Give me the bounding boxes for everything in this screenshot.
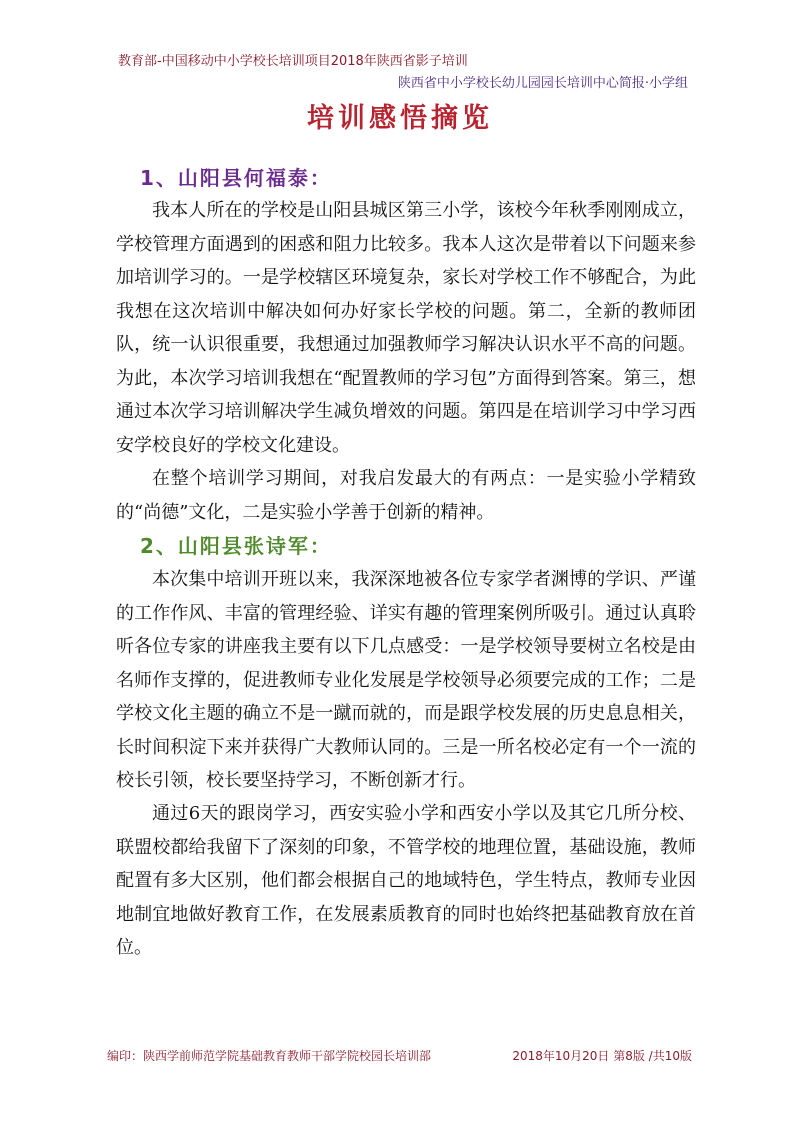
- section-2-paragraph-2: 通过6天的跟岗学习，西安实验小学和西安小学以及其它几所分校、联盟校都给我留下了深刻的印象，不管学校的地理位置，基础设施，教师配置有多大区别，他们都会根据自己的地域特色，学生特点，教师专业因地制宜地做好教育工作，在发展素质教育的同时也始终把基础教育放在首位。: [116, 803, 696, 958]
- page-title: 培训感悟摘览: [307, 103, 493, 134]
- section-1-paragraph-1: 我本人所在的学校是山阳县城区第三小学，该校今年秋季刚刚成立，学校管理方面遇到的困惑和阻力比较多。我本人这次是带着以下问题来参加培训学习的。一是学校辖区环境复杂，家长对学校工作不够配合，为此我想在这次培训中解决如何办好家长学校的问题。第二，全新的教师团队，统一认识很重要，我想通过加强教师学习解决认识水平不高的问题。为此，本次学习培训我想在“配置教师的学习包”方面得到答案。第三，想通过本次学习培训解决学生减负增效的问题。第四是在培训学习中学习西安学校良好的学校文化建设。: [116, 200, 696, 456]
- section-2-paragraph-1: 本次集中培训开班以来，我深深地被各位专家学者渊博的学识、严谨的工作作风、丰富的管理经验、详实有趣的管理案例所吸引。通过认真聆听各位专家的讲座我主要有以下几点感受：一是学校领导要树立名校是由名师作支撑的，促进教师专业化发展是学校领导必须要完成的工作；二是学校文化主题的确立不是一蹴而就的，而是跟学校发展的历史息息相关，长时间积淀下来并获得广大教师认同的。三是一所名校必定有一个一流的校长引领，校长要坚持学习，不断创新才行。: [116, 569, 696, 791]
- section-heading-zhang-shijun: 2、山阳县张诗军：: [140, 534, 332, 558]
- footer-publisher: 编印：陕西学前师范学院基础教育教师干部学院校园长培训部: [107, 1049, 432, 1063]
- header-bulletin-line: 陕西省中小学校长幼儿园园长培训中心简报·小学组: [397, 76, 688, 91]
- section-1-paragraph-2: 在整个培训学习期间，对我启发最大的有两点：一是实验小学精致的“尚德”文化，二是实验小学善于创新的精神。: [116, 468, 696, 523]
- header-project-line: 教育部-中国移动中小学校长培训项目2018年陕西省影子培训: [118, 54, 468, 69]
- section-heading-he-futai: 1、山阳县何福泰：: [140, 166, 332, 190]
- footer-date-page: 2018年10月20日 第8版 /共10版: [512, 1049, 692, 1063]
